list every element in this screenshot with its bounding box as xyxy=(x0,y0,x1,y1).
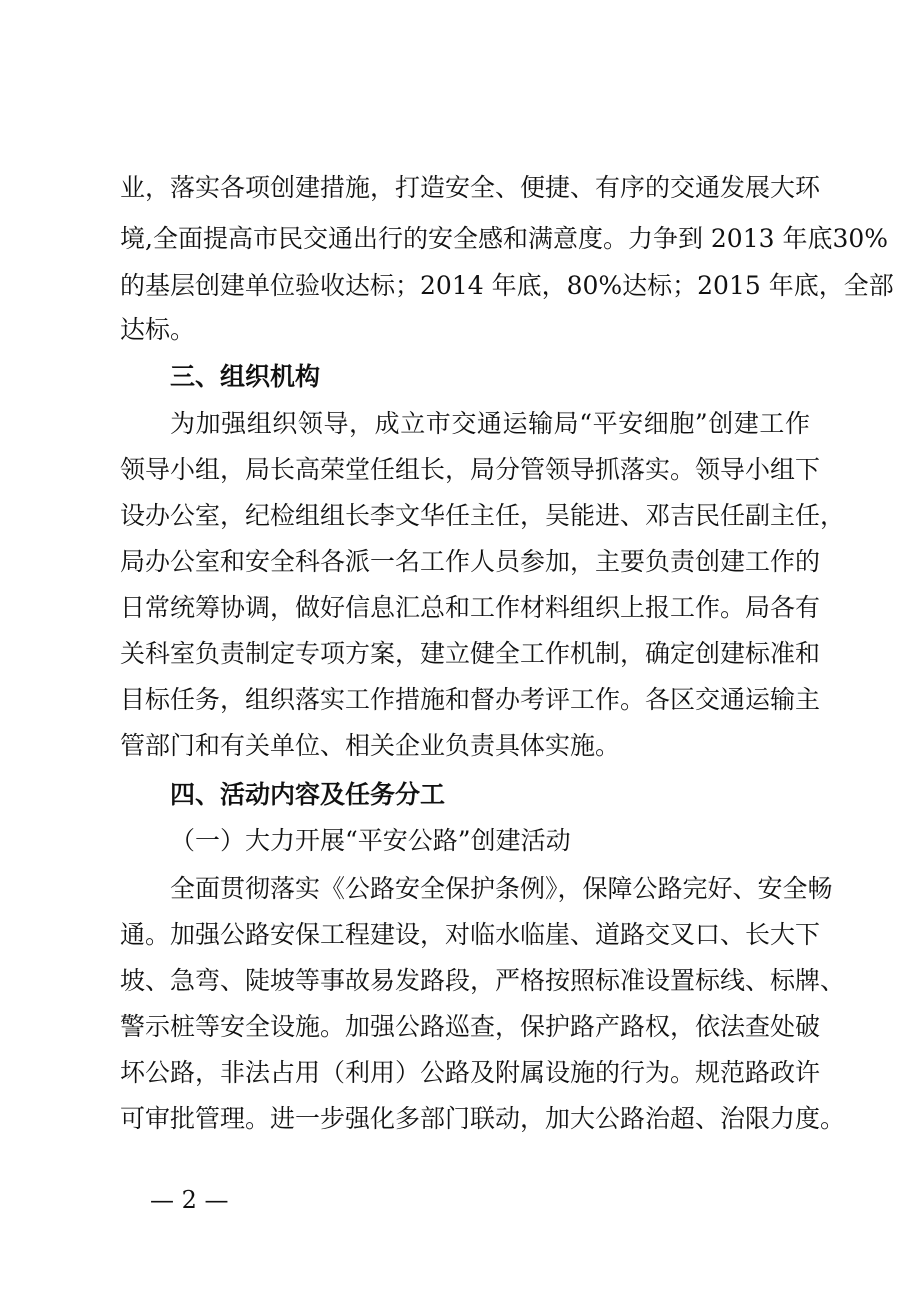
paragraph-line: 境,全面提高市民交通出行的安全感和满意度。力争到 2013 年底30% xyxy=(120,224,889,253)
section-heading-activities: 四、活动内容及任务分工 xyxy=(170,780,446,809)
paragraph-line: 管部门和有关单位、相关企业负责具体实施。 xyxy=(120,731,621,760)
paragraph-line: 局办公室和安全科各派一名工作人员参加，主要负责创建工作的 xyxy=(120,547,821,576)
paragraph-line: 坏公路，非法占用（利用）公路及附属设施的行为。规范路政许 xyxy=(120,1058,821,1087)
paragraph-line: 警示桩等安全设施。加强公路巡查，保护路产路权，依法查处破 xyxy=(120,1012,821,1041)
paragraph-line: 设办公室，纪检组组长李文华任主任，吴能进、邓吉民任副主任， xyxy=(120,501,846,530)
paragraph-line: 为加强组织领导，成立市交通运输局“平安细胞”创建工作 xyxy=(170,409,810,438)
paragraph-line: 可审批管理。进一步强化多部门联动，加大公路治超、治限力度。 xyxy=(120,1104,846,1133)
paragraph-line: 通。加强公路安保工程建设，对临水临崖、道路交叉口、长大下 xyxy=(120,920,821,949)
paragraph-line: 目标任务，组织落实工作措施和督办考评工作。各区交通运输主 xyxy=(120,685,821,714)
paragraph-line: 的基层创建单位验收达标；2014 年底，80%达标；2015 年底，全部 xyxy=(120,271,894,300)
subsection-heading-safe-roads: （一）大力开展“平安公路”创建活动 xyxy=(170,826,571,855)
paragraph-line: 关科室负责制定专项方案，建立健全工作机制，确定创建标准和 xyxy=(120,639,821,668)
paragraph-line: 达标。 xyxy=(120,315,196,344)
paragraph-line: 领导小组，局长高荣堂任组长，局分管领导抓落实。领导小组下 xyxy=(120,455,821,484)
page-number: — 2 — xyxy=(150,1186,229,1214)
paragraph-line: 日常统筹协调，做好信息汇总和工作材料组织上报工作。局各有 xyxy=(120,593,821,622)
paragraph-line: 坡、急弯、陡坡等事故易发路段，严格按照标准设置标线、标牌、 xyxy=(120,966,846,995)
section-heading-organization: 三、组织机构 xyxy=(170,362,321,391)
paragraph-line: 业，落实各项创建措施，打造安全、便捷、有序的交通发展大环 xyxy=(120,173,821,202)
paragraph-line: 全面贯彻落实《公路安全保护条例》，保障公路完好、安全畅 xyxy=(170,874,833,903)
